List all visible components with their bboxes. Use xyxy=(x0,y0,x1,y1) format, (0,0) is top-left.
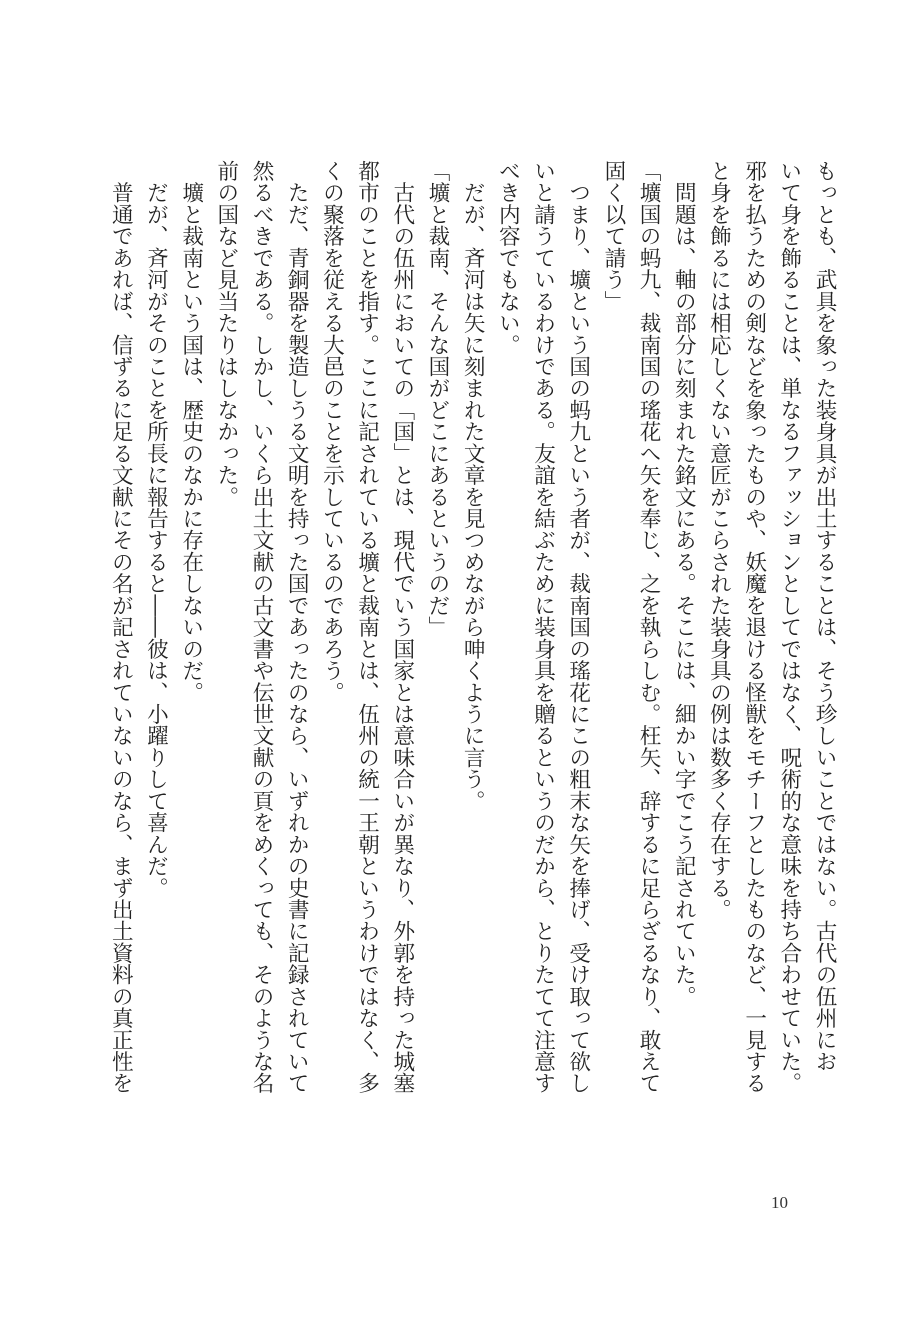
text-line: と身を飾るには相応しくない意匠がこらされた装身具の例は数多く存在する。 xyxy=(706,160,732,921)
text-line: 問題は、軸の部分に刻まれた銘文にある。そこには、細かい字でこう記されていた。 xyxy=(671,160,697,1008)
text-line: 普通であれば、信ずるに足る文献にその名が記されていないのなら、まず出土資料の真正性を xyxy=(108,160,134,1094)
text-line: 邪を払うための剣などを象ったものや、妖魔を退ける怪獣をモチーフとしたものなど、一見する xyxy=(741,160,767,1094)
text-line: 古代の伍州においての「国」とは、現代でいう国家とは意味合いが異なり、外郭を持った城塞 xyxy=(389,160,415,1094)
text-line: 然るべきである。しかし、いくら出土文献の古文書や伝世文献の頁をめくっても、そのような名 xyxy=(249,160,274,1094)
text-line: 「壙と裁南、そんな国がどこにあるというのだ」 xyxy=(424,160,450,638)
text-line: べき内容でもない。 xyxy=(495,160,521,356)
text-line: だが、斉河がそのことを所長に報告すると――彼は、小躍りして喜んだ。 xyxy=(143,160,169,899)
text-line: だが、斉河は矢に刻まれた文章を見つめながら呻くように言う。 xyxy=(460,160,486,812)
text-line: 壙と裁南という国は、歴史のなかに存在しないのだ。 xyxy=(178,160,204,703)
text-line: 都市のことを指す。ここに記されている壙と裁南とは、伍州の統一王朝というわけではなく、多 xyxy=(354,160,380,1094)
text-line: ただ、青銅器を製造しうる文明を持った国であったのなら、いずれかの史書に記録されていて xyxy=(284,160,310,1094)
text-line: くの聚落を従える大邑のことを示しているのであろう。 xyxy=(319,160,345,703)
text-line: つまり、壙という国の蚂九という者が、裁南国の瑤花にこの粗末な矢を捧げ、受け取って欲し xyxy=(565,160,591,1094)
page-number: 10 xyxy=(771,1193,788,1212)
text-line: もっとも、武具を象った装身具が出土することは、そう珍しいことではない。古代の伍州にお xyxy=(812,160,837,1073)
text-line: 前の国など見当たりはしなかった。 xyxy=(213,160,239,508)
text-line: 固く以て請う」 xyxy=(600,160,626,313)
text-line: いと請うているわけである。友誼を結ぶために装身具を贈るというのだから、とりたてて注意す xyxy=(530,160,556,1094)
text-line: 「壙国の蚂九、裁南国の瑤花へ矢を奉じ、之を執らしむ。枉矢、辞するに足らざるなり、敢えて xyxy=(636,160,662,1094)
vertical-text-body xyxy=(52,160,842,1160)
text-line: いて身を飾ることは、単なるファッションとしてではなく、呪術的な意味を持ち合わせていた。 xyxy=(776,160,802,1094)
